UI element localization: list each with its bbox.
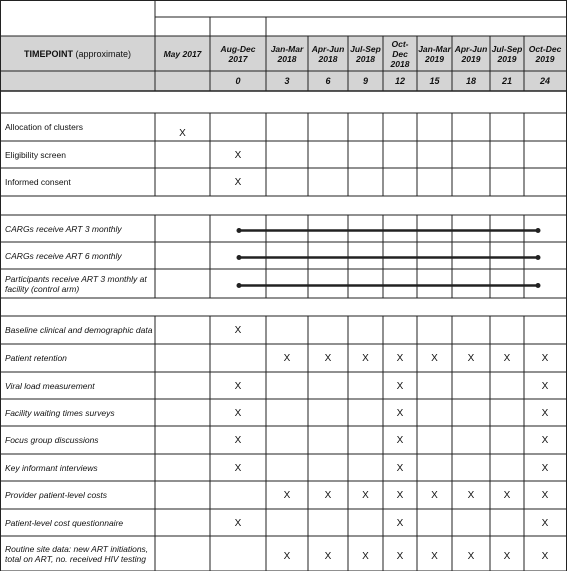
row-label: Baseline clinical and demographic data	[5, 325, 153, 335]
schedule-mark: X	[234, 462, 242, 474]
allocation-header	[155, 17, 210, 36]
study-period-title	[155, 0, 567, 17]
row-label: Routine site data: new ART initiations, total on ART, no. received HIV testing	[5, 543, 149, 564]
schedule-mark: X	[324, 353, 332, 364]
row-label: Informed consent	[5, 177, 71, 187]
timepoint-month: 18	[465, 76, 476, 86]
timepoint-date: Jul-Sep 2019	[491, 43, 523, 64]
schedule-mark: X	[396, 435, 404, 446]
schedule-mark: X	[541, 517, 549, 529]
schedule-mark: X	[324, 551, 332, 562]
schedule-mark: X	[324, 490, 332, 501]
timepoint-month: 24	[539, 76, 550, 86]
timepoint-month: 0	[235, 76, 241, 86]
row-label: Key informant interviews	[5, 462, 98, 473]
timepoint-month: 12	[394, 76, 405, 86]
timepoint-date: Jan-Mar 2019	[418, 43, 451, 64]
schedule-mark: X	[234, 517, 242, 529]
timepoint-date: Jul-Sep 2018	[350, 43, 381, 64]
schedule-mark: X	[467, 353, 475, 364]
timepoint-date: May 2017	[163, 48, 202, 59]
schedule-mark: X	[362, 490, 369, 501]
schedule-mark: X	[362, 353, 369, 364]
schedule-mark: X	[541, 407, 549, 419]
schedule-mark: X	[396, 380, 404, 392]
row-label: Allocation of clusters	[5, 122, 83, 132]
schedule-mark: X	[396, 407, 404, 419]
timepoint-date: Oct-Dec 2019	[528, 43, 562, 64]
timeline-endpoint	[237, 283, 242, 288]
timepoint-month: 15	[429, 76, 440, 86]
schedule-mark: X	[234, 177, 242, 188]
schedule-mark: X	[362, 551, 369, 562]
schedule-mark: X	[541, 490, 549, 501]
section-interventions	[5, 196, 155, 215]
timeline-endpoint	[536, 255, 541, 260]
timeline-endpoint	[536, 283, 541, 288]
timepoint-note: (approximate)	[75, 48, 132, 59]
schedule-mark: X	[396, 462, 404, 474]
timepoint-month: 6	[325, 76, 331, 86]
schedule-mark: X	[283, 551, 291, 562]
timepoint-month: 9	[362, 76, 368, 86]
schedule-mark: X	[503, 490, 511, 501]
post-allocation-header	[266, 17, 567, 36]
timepoint-label	[0, 36, 155, 71]
row-label: Facility waiting times surveys	[5, 407, 115, 418]
row-label: Patient retention	[5, 353, 67, 363]
schedule-mark: X	[467, 551, 475, 562]
schedule-mark: X	[431, 490, 438, 501]
schedule-mark: X	[234, 149, 242, 161]
timeline-endpoint	[237, 228, 242, 233]
schedule-mark: X	[396, 517, 404, 529]
schedule-mark: X	[234, 407, 242, 419]
section-enrollment	[5, 91, 155, 113]
enrolment-header	[210, 17, 266, 36]
schedule-mark: X	[541, 551, 549, 562]
months-label	[0, 71, 155, 91]
schedule-mark: X	[396, 353, 404, 364]
schedule-mark: X	[234, 325, 242, 336]
row-label: Provider patient-level costs	[5, 490, 108, 500]
row-label: CARGs receive ART 3 monthly	[5, 223, 122, 234]
schedule-mark: X	[503, 353, 511, 364]
row-label: Patient-level cost questionnaire	[5, 517, 124, 528]
row-label: CARGs receive ART 6 monthly	[5, 250, 122, 261]
timepoint-label-text: TIMEPOINT	[23, 48, 73, 59]
row-label: Eligibility screen	[5, 149, 66, 160]
schedule-mark: X	[179, 128, 186, 139]
timeline-endpoint	[536, 228, 541, 233]
schedule-mark: X	[283, 490, 291, 501]
schedule-mark: X	[234, 435, 242, 446]
schedule-mark: X	[396, 490, 404, 501]
schedule-mark: X	[396, 551, 404, 562]
schedule-mark: X	[541, 462, 549, 474]
timepoint-date: Jan-Mar 2018	[270, 43, 304, 64]
timepoint-month: 3	[284, 76, 290, 86]
schedule-mark: X	[541, 353, 549, 364]
schedule-mark: X	[283, 353, 291, 364]
timepoint-date: Apr-Jun 2019	[454, 43, 488, 64]
schedule-mark: X	[503, 551, 511, 562]
timepoint-month: 21	[501, 76, 512, 86]
row-label: Participants receive ART 3 monthly at facility (control arm)	[5, 273, 147, 294]
timeline-endpoint	[237, 255, 242, 260]
row-label: Viral load measurement	[5, 380, 95, 391]
schedule-mark: X	[431, 551, 438, 562]
row-label: Focus group discussions	[5, 435, 99, 445]
schedule-mark: X	[431, 353, 438, 364]
schedule-mark: X	[234, 380, 242, 392]
schedule-mark: X	[541, 435, 549, 446]
schedule-mark: X	[541, 380, 549, 392]
timepoint-date: Oct-Dec 2018	[390, 38, 410, 69]
schedule-mark: X	[467, 490, 475, 501]
timepoint-date: Apr-Jun 2018	[311, 43, 345, 64]
section-assessments	[5, 298, 155, 316]
timepoint-date: Aug-Dec 2017	[220, 43, 256, 64]
